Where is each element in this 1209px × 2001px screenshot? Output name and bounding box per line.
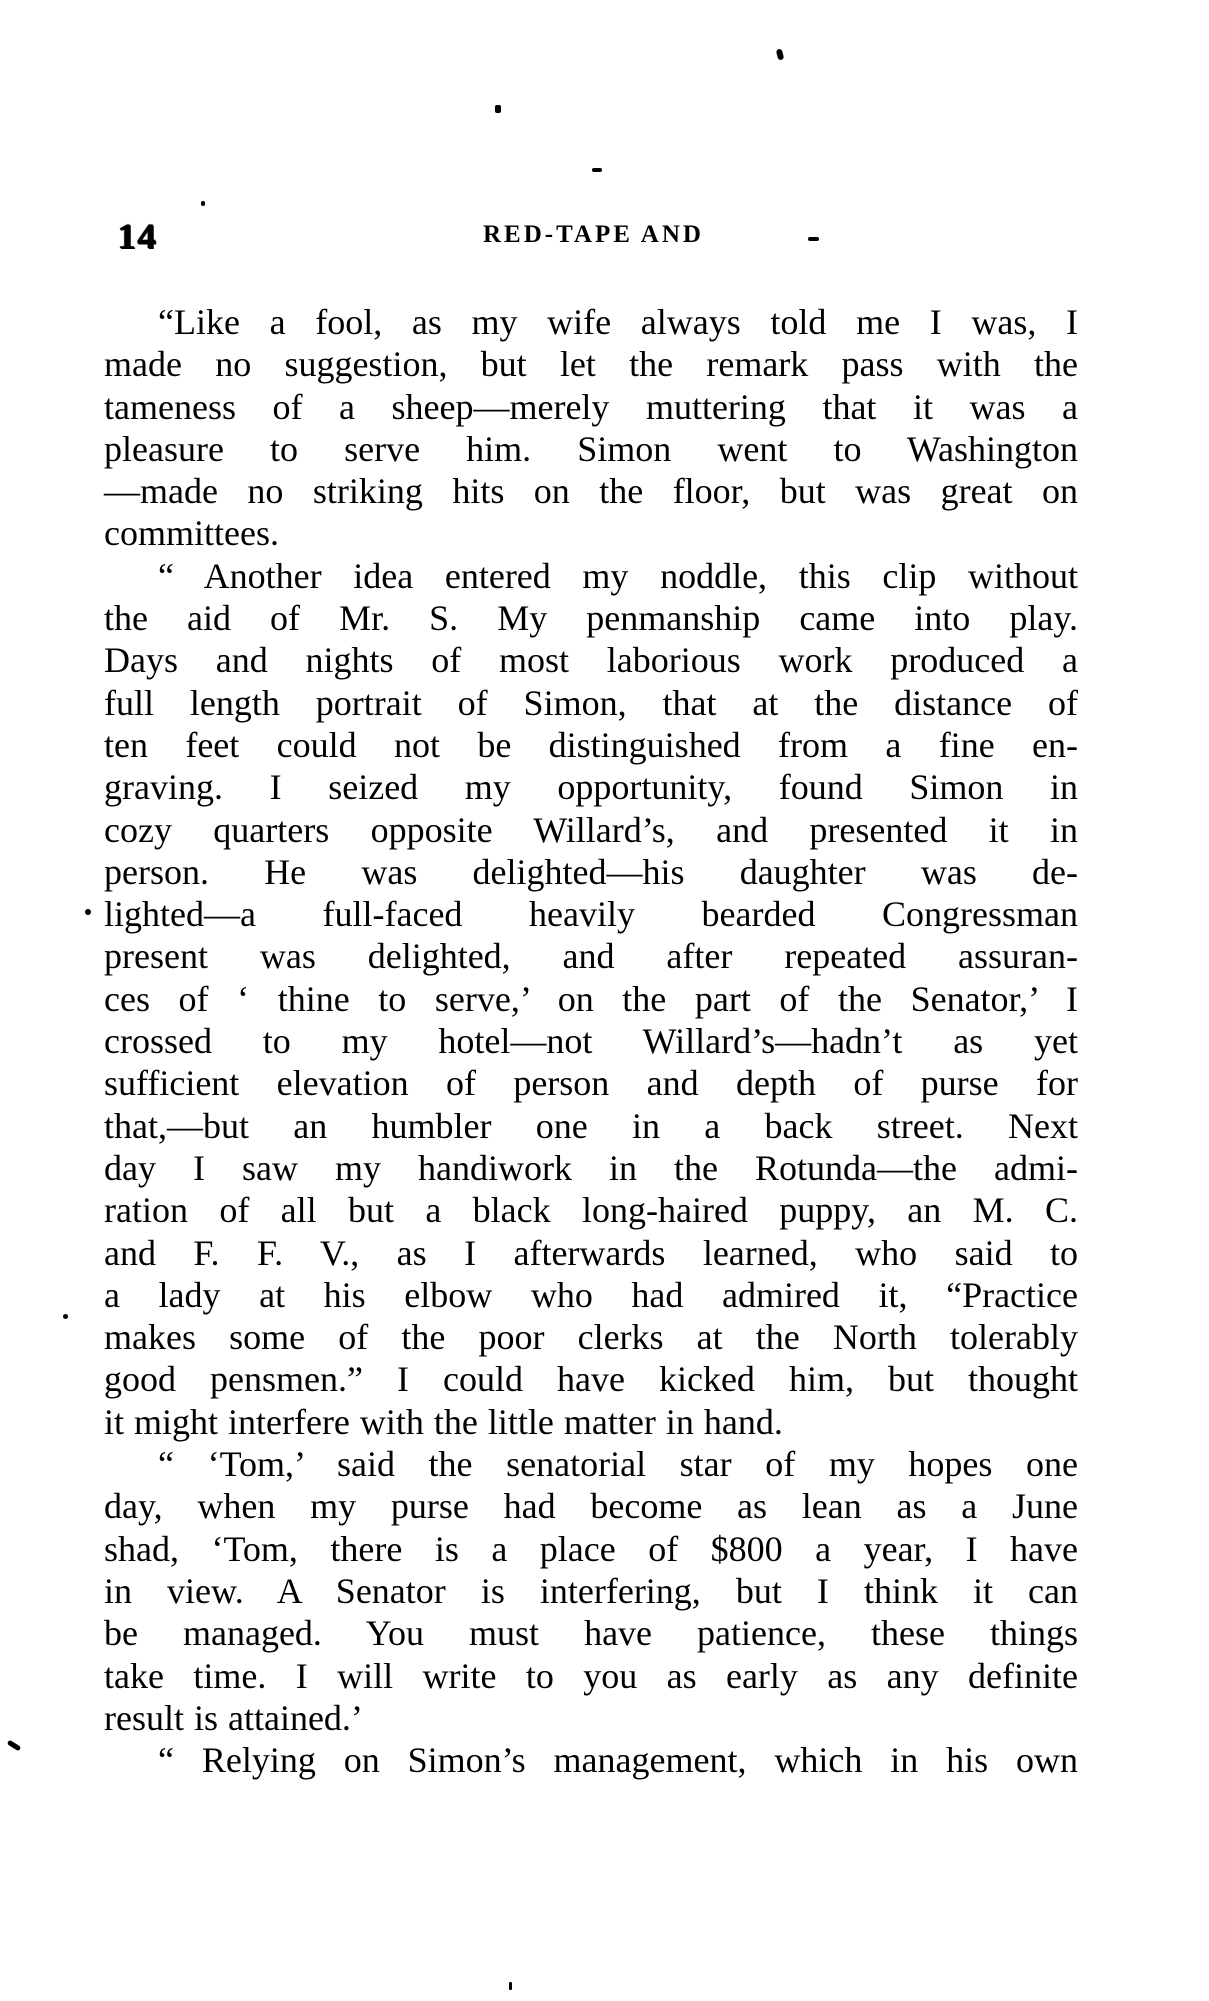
text-line: in view. A Senator is interfering, but I think it can bbox=[104, 1570, 1078, 1611]
text-line: present was delighted, and after repeated assuran- bbox=[104, 936, 1078, 977]
text-line: graving. I seized my opportunity, found Simon in bbox=[104, 767, 1078, 808]
text-line: and F. F. V., as I afterwards learned, who said to bbox=[104, 1232, 1078, 1273]
text-line: be managed. You must have patience, these things bbox=[104, 1613, 1078, 1654]
speck-tick bbox=[509, 1982, 512, 1990]
text-line: pleasure to serve him. Simon went to Washington bbox=[104, 428, 1078, 469]
text-line: committees. bbox=[104, 513, 279, 554]
speck-dash bbox=[592, 168, 602, 172]
text-line: ces of ‘ thine to serve,’ on the part of the Senator,’ I bbox=[104, 978, 1078, 1019]
text-line: shad, ‘Tom, there is a place of $800 a year, I have bbox=[104, 1528, 1078, 1569]
speck-dot bbox=[201, 201, 205, 206]
text-line: good pensmen.” I could have kicked him, but thought bbox=[104, 1359, 1078, 1400]
text-line: tameness of a sheep—merely muttering that it was a bbox=[104, 386, 1078, 427]
text-line: lighted—a full-faced heavily bearded Congressman bbox=[104, 894, 1078, 935]
text-line: “Like a fool, as my wife always told me I was, I bbox=[158, 302, 1078, 342]
speck-apostrophe bbox=[776, 48, 784, 60]
text-line: makes some of the poor clerks at the North tolerably bbox=[104, 1317, 1078, 1358]
speck-dash bbox=[808, 237, 819, 241]
speck-dot bbox=[85, 909, 91, 915]
text-line: person. He was delighted—his daughter was de- bbox=[104, 851, 1078, 892]
text-line: day I saw my handiwork in the Rotunda—the admi- bbox=[104, 1147, 1078, 1188]
text-line: cozy quarters opposite Willard’s, and presented it in bbox=[104, 809, 1078, 850]
page-number: 14 bbox=[117, 216, 157, 256]
page-body bbox=[104, 301, 1078, 1781]
running-title: RED-TAPE AND bbox=[483, 221, 704, 248]
text-line: day, when my purse had become as lean as a June bbox=[104, 1486, 1078, 1527]
speck-comma-stroke bbox=[7, 1740, 22, 1752]
text-line: “ ‘Tom,’ said the senatorial star of my hopes one bbox=[158, 1444, 1078, 1485]
text-line: —made no striking hits on the floor, but was great on bbox=[104, 471, 1078, 512]
text-line: Days and nights of most laborious work produced a bbox=[104, 640, 1078, 681]
text-line: made no suggestion, but let the remark pass with the bbox=[104, 344, 1078, 385]
speck-dot bbox=[495, 105, 501, 113]
speck-dot bbox=[63, 1314, 68, 1319]
text-line: “ Another idea entered my noddle, this clip without bbox=[158, 555, 1078, 596]
text-line: ten feet could not be distinguished from a fine en- bbox=[104, 724, 1078, 765]
text-line: “ Relying on Simon’s management, which in his own bbox=[158, 1740, 1078, 1781]
text-line: crossed to my hotel—not Willard’s—hadn’t as yet bbox=[104, 1021, 1078, 1062]
text-line: full length portrait of Simon, that at the distance of bbox=[104, 682, 1078, 723]
text-line: ration of all but a black long-haired puppy, an M. C. bbox=[104, 1190, 1078, 1231]
text-line: it might interfere with the little matter in hand. bbox=[104, 1401, 783, 1442]
text-line: the aid of Mr. S. My penmanship came into play. bbox=[104, 598, 1078, 639]
text-line: sufficient elevation of person and depth of purse for bbox=[104, 1063, 1078, 1104]
text-line: result is attained.’ bbox=[104, 1697, 363, 1738]
text-line: that,—but an humbler one in a back street. Next bbox=[104, 1105, 1078, 1146]
text-line: take time. I will write to you as early as any definite bbox=[104, 1655, 1078, 1696]
text-line: a lady at his elbow who had admired it, “Practice bbox=[104, 1274, 1078, 1315]
